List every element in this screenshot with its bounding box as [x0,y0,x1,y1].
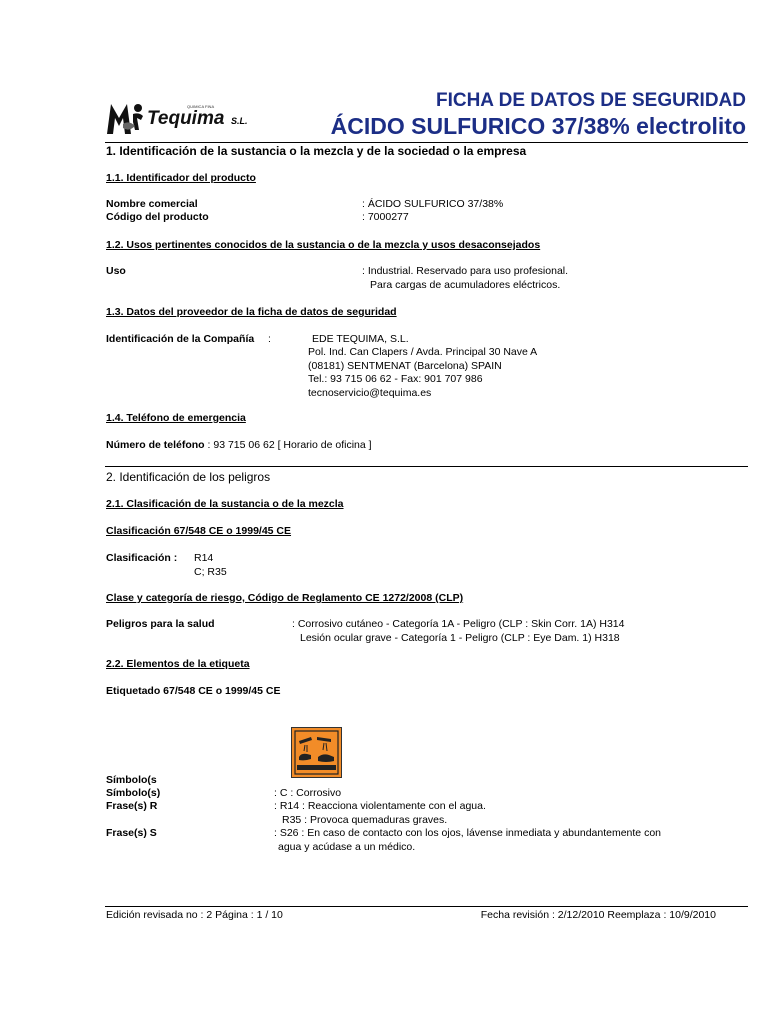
uso-value-line2: Para cargas de acumuladores eléctricos. [370,279,561,291]
clasificacion-label: Clasificación : [106,552,178,564]
frase-s-value-line2: agua y acúdase a un médico. [278,841,416,853]
simbolo-label-partial: Símbolo(s [106,774,157,786]
peligros-salud-value-line2: Lesión ocular grave - Categoría 1 - Peligro (CLP : Eye Dam. 1) H318 [300,632,620,644]
peligros-salud-label: Peligros para la salud [106,618,215,630]
frase-r-label: Frase(s) R [106,800,158,812]
peligros-salud-value-line1: : Corrosivo cutáneo - Categoría 1A - Peligro (CLP : Skin Corr. 1A) H314 [292,618,625,630]
section-2-2-heading: 2.2. Elementos de la etiqueta [106,658,250,670]
corrosive-pictogram-icon [291,727,342,778]
clp-heading: Clase y categoría de riesgo, Código de Reglamento CE 1272/2008 (CLP) [106,592,464,604]
clasificacion-67-548-heading: Clasificación 67/548 CE o 1999/45 CE [106,525,292,537]
logo-mark-icon [105,100,147,136]
section-2-heading: 2. Identificación de los peligros [106,470,271,484]
section-1-3-heading: 1.3. Datos del proveedor de la ficha de datos de seguridad [106,306,397,318]
uso-label: Uso [106,265,126,277]
company-name: EDE TEQUIMA, S.L. [312,333,409,345]
company-id-colon: : [268,333,271,345]
emergency-phone-value: : 93 715 06 62 [ Horario de oficina ] [207,439,372,451]
frase-r-value-line1: : R14 : Reacciona violentamente con el agua. [274,800,486,812]
simbolo-value: : C : Corrosivo [274,787,342,799]
section-2-1-heading: 2.1. Clasificación de la sustancia o de la mezcla [106,498,344,510]
footer-revision-date: Fecha revisión : 2/12/2010 Reemplaza : 10/9/2010 [480,909,716,921]
nombre-comercial-value: : ÁCIDO SULFURICO 37/38% [362,198,504,210]
nombre-comercial-label: Nombre comercial [106,198,198,210]
company-city: (08181) SENTMENAT (Barcelona) SPAIN [308,360,502,372]
company-logo [105,98,265,138]
section-2-divider [105,466,748,467]
simbolo-label: Símbolo(s) [106,787,161,799]
section-1-1-heading: 1.1. Identificador del producto [106,172,256,184]
logo-suffix: S.L. [231,116,248,126]
company-phone-fax: Tel.: 93 715 06 62 - Fax: 901 707 986 [308,373,483,385]
header-divider [105,142,748,143]
codigo-producto-label: Código del producto [106,211,209,223]
etiquetado-heading: Etiquetado 67/548 CE o 1999/45 CE [106,685,281,697]
document-title: FICHA DE DATOS DE SEGURIDAD [435,90,746,111]
section-1-4-heading: 1.4. Teléfono de emergencia [106,412,246,424]
footer-edition: Edición revisada no : 2 Página : 1 / 10 [106,909,283,921]
section-1-2-heading: 1.2. Usos pertinentes conocidos de la sustancia o de la mezcla y usos desaconsejados [106,239,541,251]
uso-value-line1: : Industrial. Reservado para uso profesional. [362,265,569,277]
company-email[interactable]: tecnoservicio@tequima.es [308,387,432,399]
logo-name: Tequima [147,108,225,129]
codigo-producto-value: : 7000277 [362,211,409,223]
logo-tagline: QUIMICA FINA [187,104,215,109]
company-address: Pol. Ind. Can Clapers / Avda. Principal 30 Nave A [308,346,538,358]
frase-r-value-line2: R35 : Provoca quemaduras graves. [282,814,448,826]
clasificacion-value-c-r35: C; R35 [194,566,227,578]
frase-s-label: Frase(s) S [106,827,157,839]
company-id-label: Identificación de la Compañía [106,333,255,345]
emergency-phone-label: Número de teléfono [106,439,205,451]
footer-divider [105,906,748,907]
frase-s-value-line1: : S26 : En caso de contacto con los ojos, lávense inmediata y abundantemente con [274,827,661,839]
clasificacion-value-r14: R14 [194,552,214,564]
section-1-heading: 1. Identificación de la sustancia o la mezcla y de la sociedad o la empresa [106,144,527,158]
product-title: ÁCIDO SULFURICO 37/38% electrolito [330,113,746,139]
emergency-phone-row [106,439,372,451]
